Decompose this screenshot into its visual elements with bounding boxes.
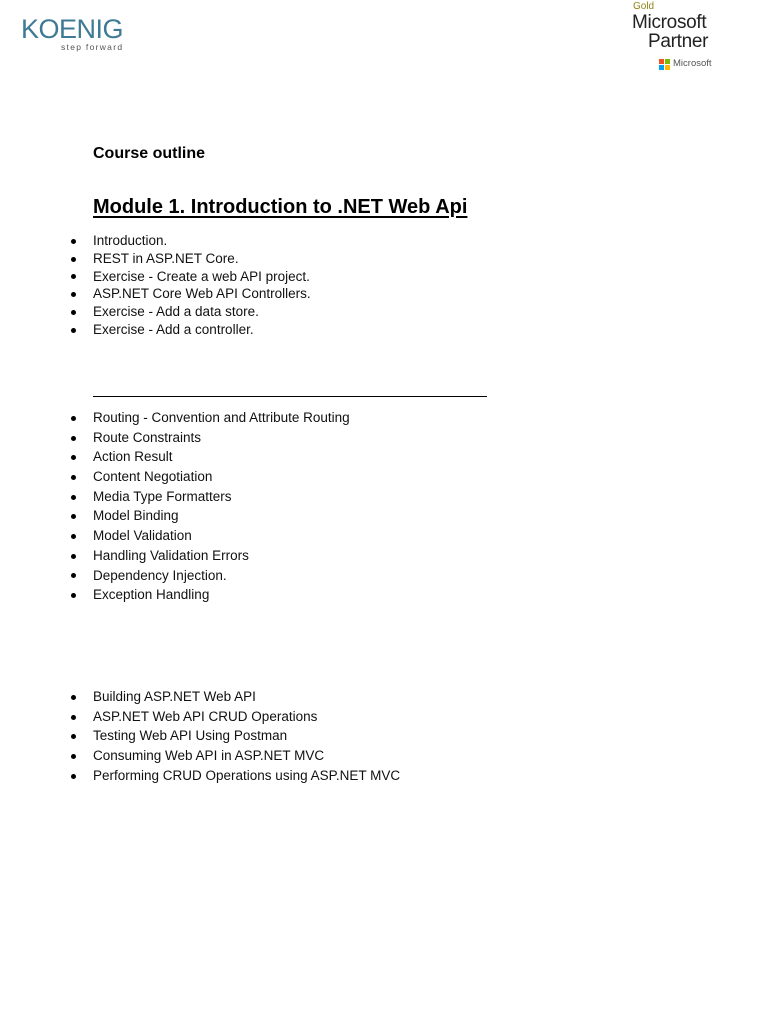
koenig-logo-wordmark: KOENIG [21,14,124,44]
list-item-text: Exercise - Create a web API project. [93,268,310,284]
bullet-icon [71,292,76,297]
bullet-icon [71,695,76,700]
bullet-icon [71,514,76,519]
list-item-text: Consuming Web API in ASP.NET MVC [93,748,325,764]
bullet-icon [71,455,76,460]
list-item-text: ASP.NET Web API CRUD Operations [93,708,318,724]
list-item-text: Routing - Convention and Attribute Routing [93,410,350,425]
page-heading: Course outline [93,145,206,162]
list-item-text: Action Result [93,449,173,465]
koenig-logo-tagline: step forward [61,42,124,52]
ms-square-blue [659,65,664,70]
bullet-icon [71,534,76,539]
bullet-icon [71,593,76,598]
list-item-text: Exception Handling [93,587,210,603]
bullet-icon [71,416,76,421]
koenig-logo [21,14,131,54]
microsoft-gold-partner-badge [632,0,732,75]
list-item-text: Content Negotiation [93,469,213,485]
partner-line-partner: Partner [648,31,709,52]
ms-square-green [665,59,670,64]
list-item-text: Performing CRUD Operations using ASP.NET MVC [93,767,401,783]
bullet-icon [71,554,76,559]
bullet-icon [71,475,76,480]
bullet-icon [71,774,76,779]
list-item-text: Introduction. [93,233,168,248]
bullet-icon [71,495,76,500]
bullet-icon [71,436,76,441]
bullet-icon [71,310,76,315]
list-item-text: Model Binding [93,508,179,524]
bullet-icon [71,573,76,578]
bullet-icon [71,239,76,244]
list-item-text: Building ASP.NET Web API [93,689,256,704]
bullet-icon [71,754,76,759]
bullet-icon [71,328,76,333]
bullet-icon [71,274,76,279]
list-item-text: ASP.NET Core Web API Controllers. [93,286,311,302]
list-item-text: Exercise - Add a data store. [93,304,259,320]
list-item-text: Testing Web API Using Postman [93,728,288,744]
ms-square-red [659,59,664,64]
list-item-text: Media Type Formatters [93,488,232,504]
list-item-text: Exercise - Add a controller. [93,321,254,337]
microsoft-brand-text: Microsoft [673,58,712,69]
partner-level: Gold [633,1,655,12]
ms-square-yellow [665,65,670,70]
bullet-icon [71,257,76,262]
list-item-text: Route Constraints [93,429,202,445]
list-item-text: Dependency Injection. [93,567,227,583]
bullet-icon [71,715,76,720]
section-divider [93,396,487,397]
microsoft-squares-icon [659,59,670,70]
list-item-text: Model Validation [93,528,192,544]
microsoft-brand [659,58,712,70]
module-title: Module 1. Introduction to .NET Web Api [93,196,468,218]
bullet-icon [71,734,76,739]
list-item-text: Handling Validation Errors [93,547,249,563]
list-item-text: REST in ASP.NET Core. [93,250,239,266]
partner-line-microsoft: Microsoft [632,12,707,33]
